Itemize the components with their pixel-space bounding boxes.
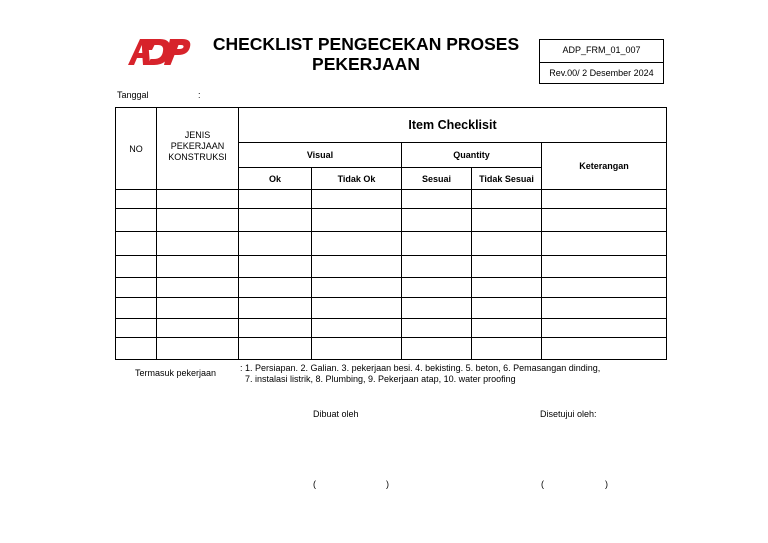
- signature-close-paren: ): [605, 479, 608, 489]
- table-cell[interactable]: [157, 232, 239, 256]
- jenis-line-3: KONSTRUKSI: [168, 152, 227, 162]
- table-cell[interactable]: [239, 338, 312, 360]
- table-cell[interactable]: [239, 319, 312, 338]
- table-row: [116, 319, 667, 338]
- header-quantity: Quantity: [402, 143, 542, 168]
- date-label: Tanggal: [117, 90, 149, 100]
- table-cell[interactable]: [402, 256, 472, 278]
- table-cell[interactable]: [116, 319, 157, 338]
- header-item-checklist: Item Checklisit: [239, 108, 667, 143]
- table-cell[interactable]: [542, 190, 667, 209]
- table-row: [116, 209, 667, 232]
- header-sesuai: Sesuai: [402, 168, 472, 190]
- table-row: [116, 256, 667, 278]
- made-by-label: Dibuat oleh: [313, 409, 359, 419]
- table-cell[interactable]: [312, 190, 402, 209]
- title-line-1: CHECKLIST PENGECEKAN PROSES: [212, 34, 520, 54]
- table-cell[interactable]: [402, 298, 472, 319]
- table-cell[interactable]: [157, 338, 239, 360]
- table-cell[interactable]: [312, 278, 402, 298]
- table-cell[interactable]: [239, 278, 312, 298]
- footnote-line-2: 7. instalasi listrik, 8. Plumbing, 9. Pekerjaan atap, 10. water proofing: [245, 374, 516, 384]
- table-cell[interactable]: [116, 190, 157, 209]
- table-cell[interactable]: [157, 278, 239, 298]
- checklist-table: [115, 107, 667, 360]
- header-jenis-pekerjaan: [157, 108, 239, 190]
- table-cell[interactable]: [239, 232, 312, 256]
- jenis-line-1: JENIS: [184, 130, 211, 140]
- table-row: [116, 278, 667, 298]
- table-cell[interactable]: [239, 256, 312, 278]
- revision-info: Rev.00/ 2 Desember 2024: [540, 62, 663, 85]
- adp-logo: [126, 36, 192, 66]
- table-cell[interactable]: [116, 209, 157, 232]
- signature-close-paren: ): [386, 479, 389, 489]
- document-code-box: [539, 39, 664, 84]
- header-ok: Ok: [239, 168, 312, 190]
- table-cell[interactable]: [157, 298, 239, 319]
- header-keterangan: Keterangan: [542, 143, 667, 190]
- table-cell[interactable]: [312, 209, 402, 232]
- table-row: [116, 232, 667, 256]
- signature-open-paren: (: [541, 479, 544, 489]
- table-cell[interactable]: [116, 338, 157, 360]
- table-cell[interactable]: [157, 319, 239, 338]
- signature-open-paren: (: [313, 479, 316, 489]
- table-cell[interactable]: [116, 298, 157, 319]
- table-cell[interactable]: [472, 232, 542, 256]
- table-cell[interactable]: [157, 209, 239, 232]
- table-cell[interactable]: [402, 190, 472, 209]
- table-cell[interactable]: [542, 256, 667, 278]
- table-row: [116, 298, 667, 319]
- table-cell[interactable]: [312, 298, 402, 319]
- date-separator: :: [198, 90, 201, 100]
- table-cell[interactable]: [239, 190, 312, 209]
- table-cell[interactable]: [472, 278, 542, 298]
- table-cell[interactable]: [542, 232, 667, 256]
- footnote-label: Termasuk pekerjaan: [135, 368, 217, 378]
- header-visual: Visual: [239, 143, 402, 168]
- table-cell[interactable]: [116, 232, 157, 256]
- table-cell[interactable]: [542, 209, 667, 232]
- table-cell[interactable]: [312, 256, 402, 278]
- table-cell[interactable]: [116, 278, 157, 298]
- table-cell[interactable]: [472, 338, 542, 360]
- header-no: NO: [116, 108, 157, 190]
- table-cell[interactable]: [239, 209, 312, 232]
- table-cell[interactable]: [542, 319, 667, 338]
- table-cell[interactable]: [157, 256, 239, 278]
- table-row: [116, 190, 667, 209]
- table-cell[interactable]: [312, 338, 402, 360]
- table-cell[interactable]: [542, 298, 667, 319]
- document-title: [200, 34, 532, 74]
- table-cell[interactable]: [402, 319, 472, 338]
- table-cell[interactable]: [472, 190, 542, 209]
- jenis-line-2: PEKERJAAN: [170, 141, 225, 151]
- table-cell[interactable]: [542, 278, 667, 298]
- table-cell[interactable]: [402, 232, 472, 256]
- table-cell[interactable]: [472, 319, 542, 338]
- footnote-line-1: : 1. Persiapan. 2. Galian. 3. pekerjaan besi. 4. bekisting. 5. beton, 6. Pemasangan dinding,: [240, 363, 601, 373]
- table-cell[interactable]: [402, 209, 472, 232]
- table-row: [116, 338, 667, 360]
- header-tidak-ok: Tidak Ok: [312, 168, 402, 190]
- table-cell[interactable]: [542, 338, 667, 360]
- table-cell[interactable]: [402, 338, 472, 360]
- table-cell[interactable]: [312, 319, 402, 338]
- table-cell[interactable]: [239, 298, 312, 319]
- table-cell[interactable]: [472, 298, 542, 319]
- table-cell[interactable]: [402, 278, 472, 298]
- approved-by-label: Disetujui oleh:: [540, 409, 597, 419]
- table-cell[interactable]: [157, 190, 239, 209]
- title-line-2: PEKERJAAN: [312, 54, 420, 74]
- header-tidak-sesuai: Tidak Sesuai: [472, 168, 542, 190]
- table-cell[interactable]: [312, 232, 402, 256]
- footnote-text: [240, 363, 600, 385]
- form-code: ADP_FRM_01_007: [562, 45, 641, 55]
- table-cell[interactable]: [472, 209, 542, 232]
- table-cell[interactable]: [116, 256, 157, 278]
- table-cell[interactable]: [472, 256, 542, 278]
